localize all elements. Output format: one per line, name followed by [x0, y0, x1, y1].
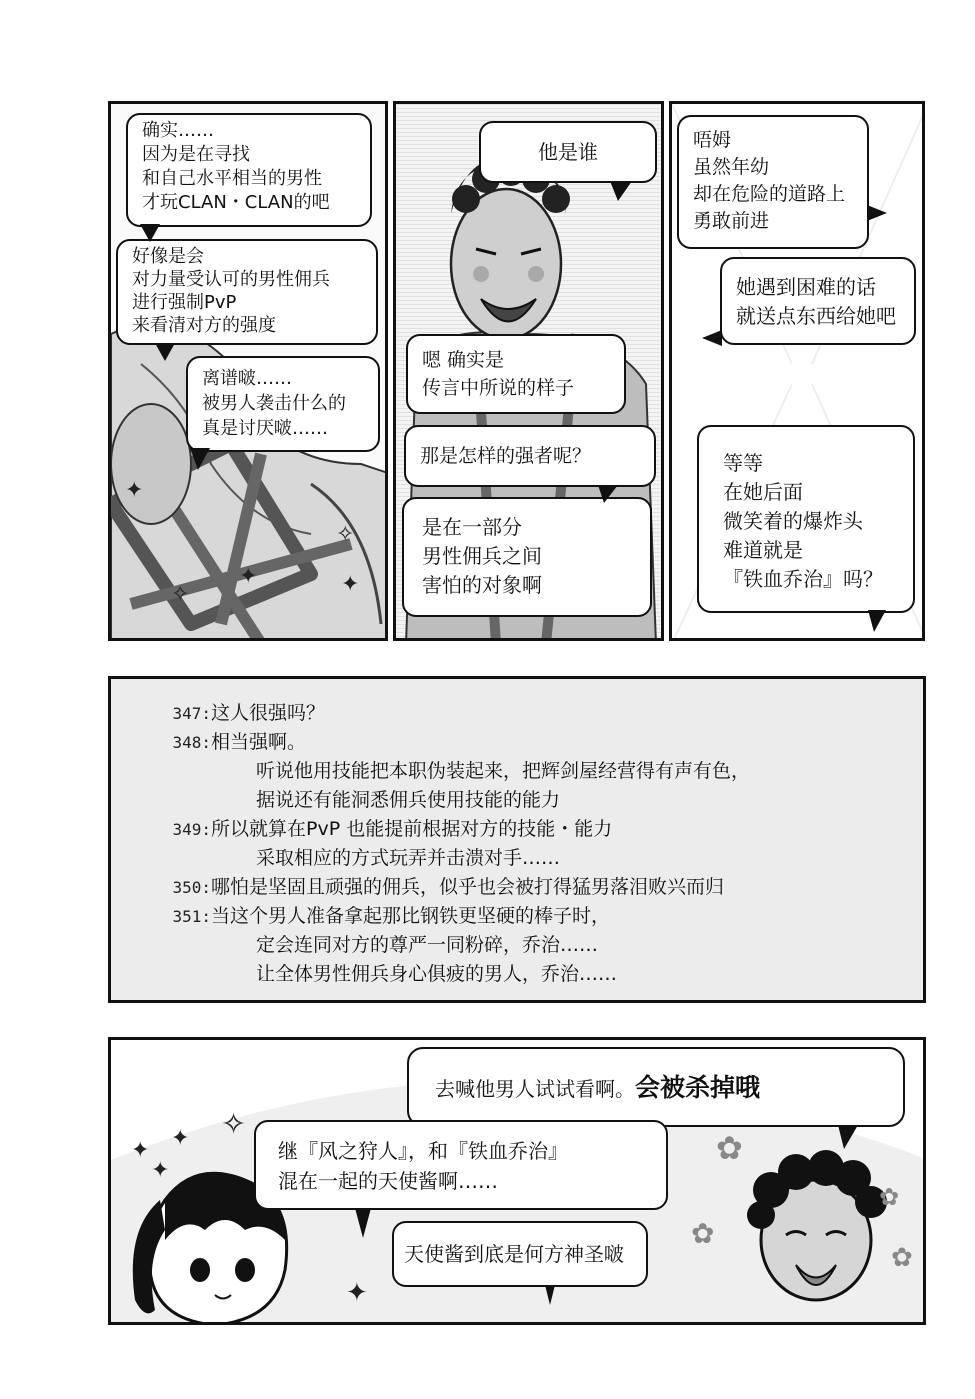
- speech-bubble: [406, 334, 626, 414]
- bubble-line: 唔姆: [693, 129, 732, 151]
- bubble-line: 混在一起的天使酱啊……: [278, 1169, 498, 1193]
- forum-post-list: [151, 699, 750, 989]
- bubble-line: 进行强制PvP: [132, 292, 237, 313]
- forum-post: [151, 873, 750, 902]
- post-text: 定会连同对方的尊严一同粉碎，乔治……: [256, 934, 599, 956]
- bubble-line: 那是怎样的强者呢？: [420, 445, 592, 467]
- bubble-line: 被男人袭击什么的: [202, 393, 346, 414]
- post-number: 349:: [172, 820, 211, 839]
- afro-man-chibi-figure: [731, 1140, 901, 1310]
- forum-post: [151, 728, 750, 757]
- speech-bubble: [392, 1221, 648, 1287]
- post-text: 这人很强吗？: [211, 702, 326, 724]
- bubble-line: 继『风之狩人』，和『铁血乔治』: [278, 1139, 568, 1163]
- post-text: 听说他用技能把本职伪装起来，把辉剑屋经营得有声有色，: [256, 760, 751, 782]
- speech-bubble: [116, 239, 378, 345]
- forum-post: [151, 815, 750, 844]
- bubble-tail: [545, 1285, 555, 1305]
- speech-bubble: [186, 356, 380, 452]
- bubble-tail: [355, 1208, 371, 1238]
- bubble-line: 男性佣兵之间: [422, 544, 542, 568]
- flower-icon: ✿: [879, 1183, 900, 1211]
- sparkle-icon: ✦: [171, 1126, 190, 1151]
- bubble-tail: [868, 610, 886, 632]
- bubble-line: 和自己水平相当的男性: [142, 168, 322, 189]
- bubble-line: 就送点东西给她吧: [736, 304, 896, 328]
- sparkle-icon: ✦: [346, 1278, 368, 1308]
- forum-post: [151, 699, 750, 728]
- bubble-line: 他是谁: [538, 140, 598, 164]
- post-text: 据说还有能洞悉佣兵使用技能的能力: [256, 789, 561, 811]
- bubble-tail: [140, 224, 160, 242]
- bubble-line: 难道就是: [723, 538, 803, 562]
- bubble-line: 来看清对方的强度: [132, 315, 276, 336]
- bubble-line: 才玩CLAN・CLAN的吧: [142, 192, 330, 213]
- speech-bubble: [720, 257, 916, 345]
- bubble-line: 是在一部分: [422, 515, 522, 539]
- bubble-text: 去喊他男人试试看啊。: [435, 1077, 635, 1101]
- bubble-line: 传言中所说的样子: [422, 377, 575, 399]
- speech-bubble: [677, 115, 869, 249]
- bubble-line: 微笑着的爆炸头: [723, 509, 863, 533]
- post-text: 相当强啊。: [211, 731, 307, 753]
- bubble-line: 对力量受认可的男性佣兵: [132, 269, 330, 290]
- sparkle-icon: ✦: [131, 1138, 150, 1163]
- sparkle-icon: ✦: [125, 478, 144, 503]
- bubble-line: 勇敢前进: [693, 210, 770, 232]
- bubble-line: 天使酱到底是何方神圣啵: [404, 1242, 624, 1266]
- bubble-line: 她遇到困难的话: [736, 275, 876, 299]
- bubble-tail: [610, 181, 632, 201]
- bubble-text-emphasis: 会被杀掉哦: [635, 1073, 761, 1102]
- bubble-line: 离谱啵……: [202, 368, 292, 389]
- speech-bubble: [407, 1047, 905, 1127]
- post-text: 当这个男人准备拿起那比钢铁更坚硬的棒子时，: [211, 905, 611, 927]
- post-number: 347:: [172, 704, 211, 723]
- bubble-tail: [190, 448, 210, 470]
- post-text: 采取相应的方式玩弄并击溃对手……: [256, 847, 561, 869]
- speech-bubble: [402, 497, 652, 617]
- sparkle-icon: ✧: [171, 582, 190, 607]
- flower-icon: ✿: [891, 1243, 913, 1273]
- speech-bubble: [254, 1120, 668, 1210]
- post-text: 让全体男性佣兵身心俱疲的男人，乔治……: [256, 963, 618, 985]
- bubble-line: 害怕的对象啊: [422, 573, 542, 597]
- bubble-line: 确实……: [142, 120, 214, 141]
- bubble-line: 在她后面: [723, 480, 803, 504]
- post-text: 哪怕是坚固且顽强的佣兵，似乎也会被打得猛男落泪败兴而归: [211, 876, 725, 898]
- bubble-line: 虽然年幼: [693, 156, 770, 178]
- bubble-line: 因为是在寻找: [142, 144, 250, 165]
- post-number: 350:: [172, 878, 211, 897]
- flower-icon: ✿: [691, 1217, 715, 1250]
- forum-post: [151, 902, 750, 931]
- forum-posts-panel: [108, 676, 926, 1003]
- bubble-line: 嗯 确实是: [422, 349, 505, 371]
- bubble-line: 『铁血乔治』吗？: [723, 567, 883, 591]
- bubble-tail: [702, 330, 722, 346]
- speech-bubble: [697, 425, 915, 613]
- speech-bubble: [479, 121, 657, 183]
- speech-bubble: [126, 113, 372, 227]
- sparkle-icon: ✦: [151, 1158, 170, 1183]
- bubble-line: 却在危险的道路上: [693, 183, 846, 205]
- sparkle-icon: ✦: [239, 564, 258, 589]
- bubble-tail: [598, 485, 618, 503]
- bubble-tail: [867, 205, 887, 221]
- flower-icon: ✿: [716, 1129, 743, 1167]
- speech-bubble: [404, 425, 656, 487]
- post-number: 351:: [172, 907, 211, 926]
- post-number: 348:: [172, 733, 211, 752]
- bubble-line: 真是讨厌啵……: [202, 418, 328, 439]
- bubble-tail: [838, 1125, 858, 1149]
- sparkle-icon: ✦: [341, 572, 360, 597]
- sparkle-icon: ✧: [336, 522, 355, 547]
- bubble-tail: [155, 343, 175, 361]
- post-text: 所以就算在PvP 也能提前根据对方的技能・能力: [211, 818, 613, 840]
- sparkle-icon: ✧: [221, 1107, 247, 1142]
- bubble-line: 好像是会: [132, 246, 204, 267]
- bubble-line: 等等: [723, 451, 763, 475]
